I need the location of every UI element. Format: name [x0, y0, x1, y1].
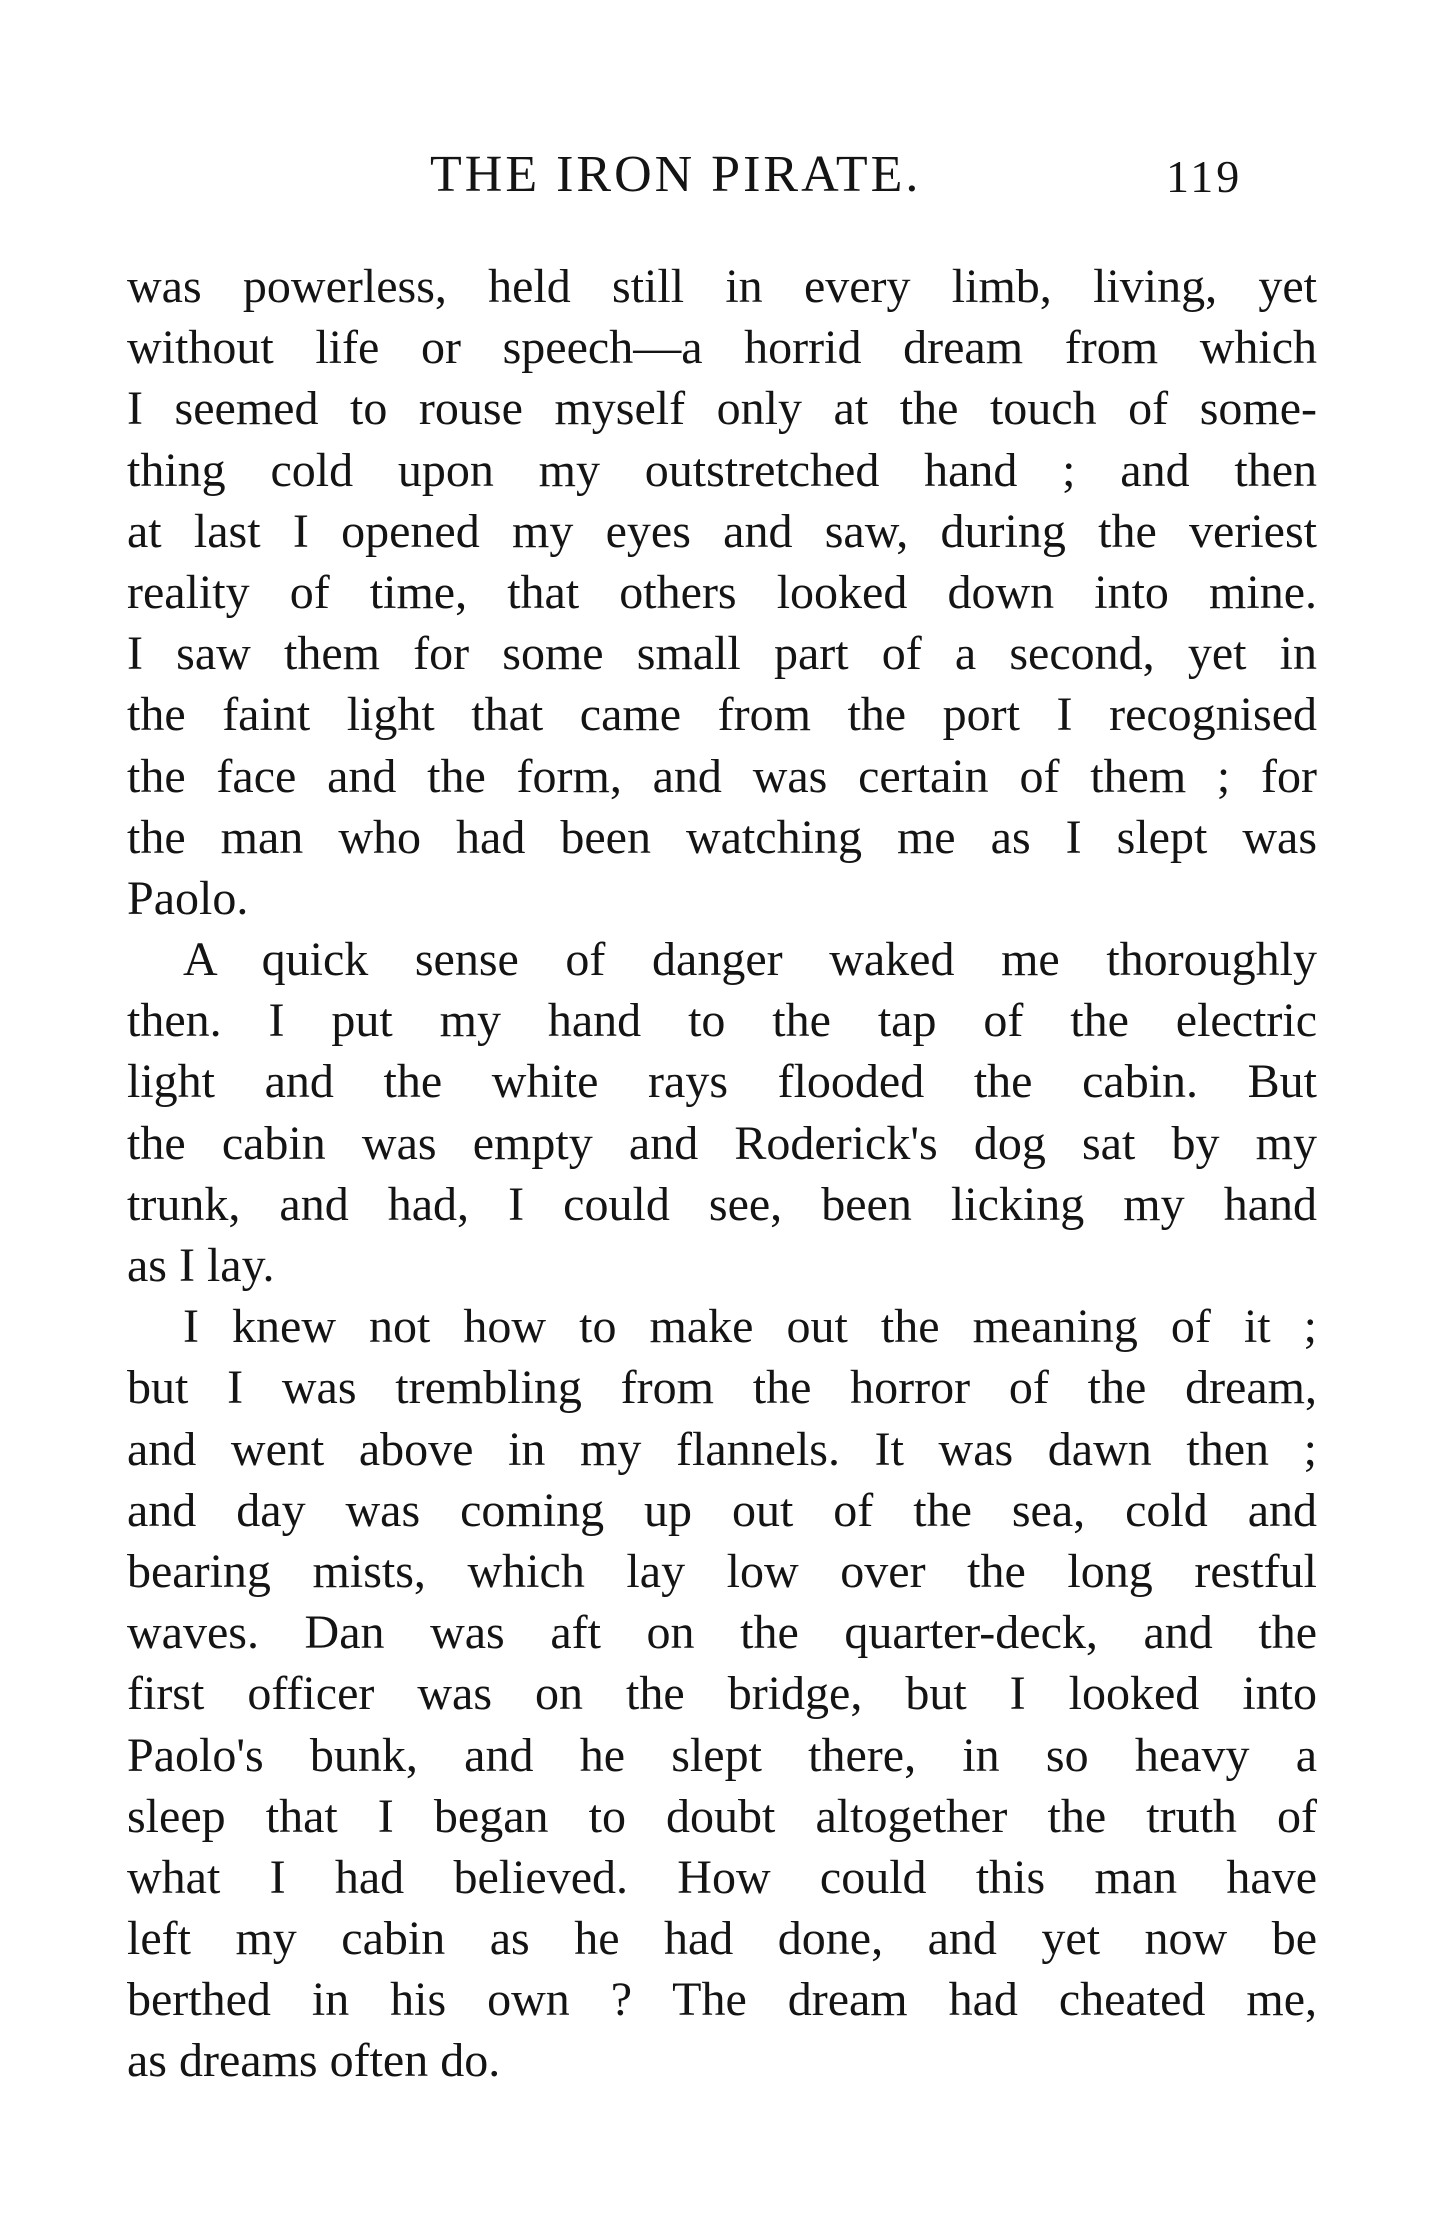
text-line: trunk, and had, I could see, been licking my hand — [127, 1177, 1317, 1231]
text-line: berthed in his own ? The dream had cheated me, — [127, 1973, 1317, 2027]
running-head-title: THE IRON PIRATE. — [430, 146, 922, 203]
text-line: light and the white rays flooded the cabin. But — [127, 1055, 1317, 1109]
text-line: I knew not how to make out the meaning of it ; — [183, 1300, 1317, 1354]
body-text — [127, 256, 1317, 2092]
text-line: Paolo. — [127, 871, 249, 925]
text-line: was powerless, held still in every limb, living, yet — [127, 260, 1317, 313]
text-line: without life or speech—a horrid dream from which — [127, 321, 1317, 375]
text-line: the faint light that came from the port I recognised — [127, 688, 1317, 742]
text-line: thing cold upon my outstretched hand ; and then — [127, 443, 1317, 497]
page-number: 119 — [1166, 151, 1243, 202]
text-line: I seemed to rouse myself only at the touch of some- — [127, 382, 1317, 436]
text-line: Paolo's bunk, and he slept there, in so heavy a — [127, 1728, 1317, 1782]
text-line: the face and the form, and was certain of them ; for — [127, 749, 1317, 803]
text-line: waves. Dan was aft on the quarter-deck, and the — [127, 1606, 1317, 1660]
text-line: reality of time, that others looked down into mine. — [127, 565, 1317, 619]
text-line: sleep that I began to doubt altogether the truth of — [127, 1789, 1317, 1843]
text-line: then. I put my hand to the tap of the electric — [127, 994, 1317, 1048]
text-line: as I lay. — [127, 1239, 275, 1292]
text-line: first officer was on the bridge, but I looked into — [127, 1667, 1317, 1721]
text-line: what I had believed. How could this man have — [127, 1850, 1317, 1904]
text-line: as dreams often do. — [127, 2034, 501, 2088]
text-line: left my cabin as he had done, and yet now be — [127, 1912, 1317, 1966]
text-line: I saw them for some small part of a second, yet in — [127, 627, 1317, 681]
text-line: and went above in my flannels. It was dawn then ; — [127, 1422, 1317, 1476]
running-head — [0, 140, 1444, 210]
text-line: the man who had been watching me as I slept was — [127, 810, 1317, 864]
text-line: the cabin was empty and Roderick's dog sat by my — [127, 1116, 1317, 1170]
text-line: A quick sense of danger waked me thoroughly — [183, 933, 1317, 987]
text-line: bearing mists, which lay low over the long restful — [127, 1544, 1317, 1598]
text-line: but I was trembling from the horror of the dream, — [127, 1361, 1317, 1415]
text-line: and day was coming up out of the sea, cold and — [127, 1483, 1317, 1537]
text-line: at last I opened my eyes and saw, during the veriest — [127, 504, 1317, 558]
